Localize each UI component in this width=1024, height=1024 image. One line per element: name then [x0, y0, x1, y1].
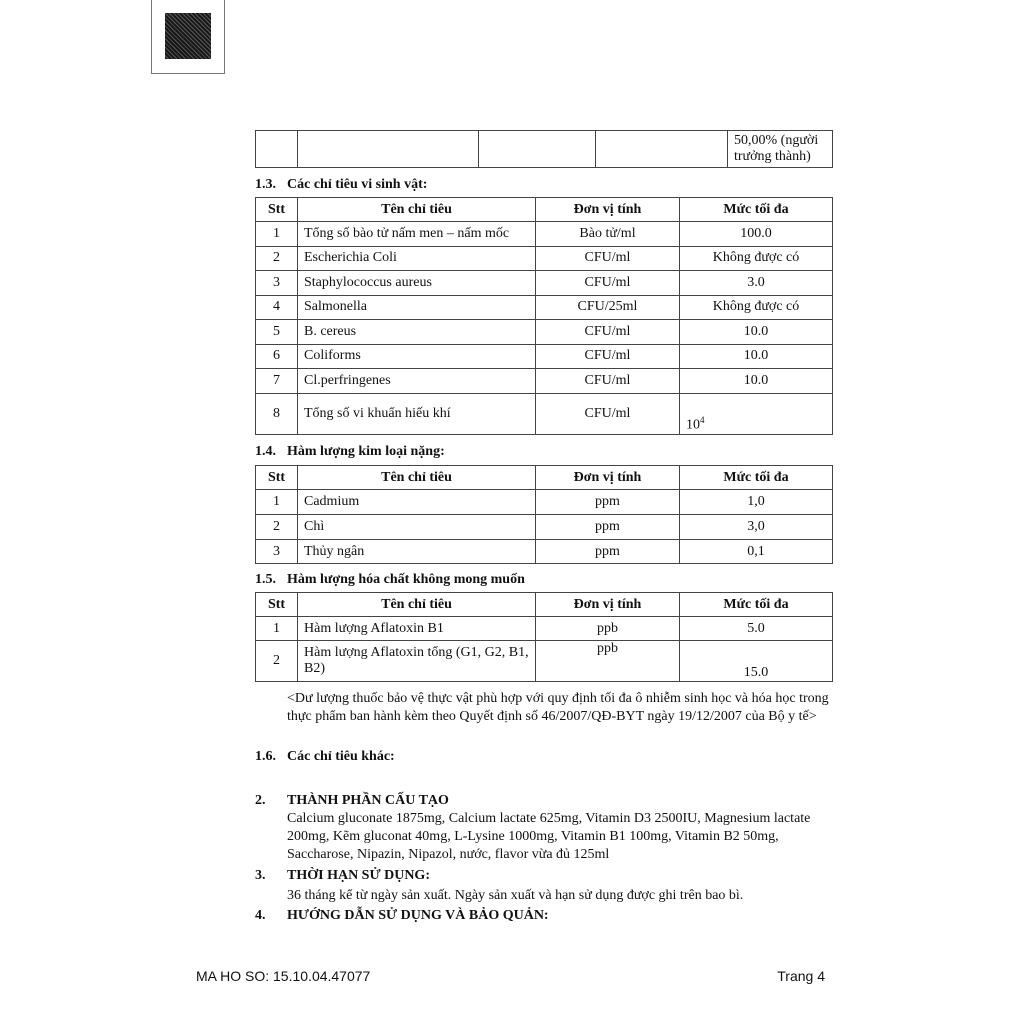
column-header: Stt — [256, 593, 298, 617]
table-row — [256, 617, 833, 641]
column-header: Đơn vị tính — [536, 466, 680, 490]
name-cell: B. cereus — [298, 320, 536, 345]
name-cell: Chì — [298, 515, 536, 540]
table-row — [256, 369, 833, 394]
max-cell: 100.0 — [680, 222, 833, 247]
name-cell: Hàm lượng Aflatoxin tổng (G1, G2, B1, B2) — [298, 641, 536, 682]
cell-value: 50,00% (người trưởng thành) — [728, 131, 833, 168]
unit-cell: ppb — [536, 641, 680, 682]
pesticide-note: <Dư lượng thuốc bảo vệ thực vật phù hợp với quy định tối đa ô nhiễm sinh học và hóa học trong thực phẩm ban hành kèm theo Quyết định số 46/2007/QĐ-BYT ngày 19/12/2007 của Bộ y tế> — [287, 691, 829, 724]
table-row — [256, 540, 833, 564]
table-row — [256, 222, 833, 247]
section-1-3-heading: 1.3. Các chỉ tiêu vi sinh vật: — [255, 177, 428, 192]
unit-cell: CFU/ml — [536, 393, 680, 434]
section-1-5-heading: 1.5. Hàm lượng hóa chất không mong muốn — [255, 572, 525, 587]
max-exponent: 4 — [700, 414, 705, 425]
name-cell: Escherichia Coli — [298, 246, 536, 271]
stt-cell: 1 — [256, 617, 298, 641]
stt-cell: 4 — [256, 295, 298, 320]
table-row — [256, 490, 833, 515]
table-row — [256, 344, 833, 369]
max-cell: Không được có — [680, 246, 833, 271]
composition-text: Calcium gluconate 1875mg, Calcium lactate 625mg, Vitamin D3 2500IU, Magnesium lactate 200mg, Kẽm gluconat 40mg, L-Lysine 1000mg, Vitamin B1 100mg, Vitamin B2 50mg, Saccharose, Nipazin, Nipazol, nước, flavor vừa đủ 125ml — [287, 811, 811, 862]
unit-cell: CFU/ml — [536, 369, 680, 394]
column-header: Mức tối đa — [680, 466, 833, 490]
max-cell: 15.0 — [680, 641, 833, 682]
stt-cell: 2 — [256, 515, 298, 540]
table-row — [256, 271, 833, 296]
table-row — [256, 295, 833, 320]
microbial-table — [255, 197, 833, 435]
unit-cell: CFU/ml — [536, 344, 680, 369]
unit-cell: ppm — [536, 490, 680, 515]
column-header: Tên chỉ tiêu — [298, 198, 536, 222]
section-2-heading: 2. THÀNH PHẦN CẤU TẠO — [255, 793, 449, 808]
max-cell: 10.0 — [680, 344, 833, 369]
dossier-number: MA HO SO: 15.10.04.47077 — [196, 968, 371, 984]
stt-cell: 6 — [256, 344, 298, 369]
name-cell: Hàm lượng Aflatoxin B1 — [298, 617, 536, 641]
max-base: 10 — [686, 417, 700, 433]
max-cell: 3,0 — [680, 515, 833, 540]
name-cell: Salmonella — [298, 295, 536, 320]
table-row — [256, 641, 833, 682]
table-row — [256, 393, 833, 434]
section-1-6-heading: 1.6. Các chỉ tiêu khác: — [255, 749, 395, 764]
chemical-table — [255, 592, 833, 682]
stt-cell: 3 — [256, 271, 298, 296]
unit-cell: CFU/ml — [536, 320, 680, 345]
stt-cell: 7 — [256, 369, 298, 394]
max-cell: 10.0 — [680, 320, 833, 345]
unit-cell: CFU/ml — [536, 271, 680, 296]
continued-table — [255, 130, 833, 168]
column-header: Đơn vị tính — [536, 198, 680, 222]
name-cell: Cl.perfringenes — [298, 369, 536, 394]
column-header: Stt — [256, 198, 298, 222]
stt-cell: 2 — [256, 246, 298, 271]
qr-code — [151, 0, 225, 74]
name-cell: Cadmium — [298, 490, 536, 515]
max-cell: 0,1 — [680, 540, 833, 564]
stt-cell: 3 — [256, 540, 298, 564]
heavy-metal-table — [255, 465, 833, 564]
max-cell: 5.0 — [680, 617, 833, 641]
stt-cell: 1 — [256, 490, 298, 515]
stt-cell: 5 — [256, 320, 298, 345]
unit-cell: Bào tử/ml — [536, 222, 680, 247]
table-row — [256, 246, 833, 271]
max-cell: Không được có — [680, 295, 833, 320]
shelf-life-text: 36 tháng kể từ ngày sản xuất. Ngày sản xuất và hạn sử dụng được ghi trên bao bì. — [287, 888, 744, 903]
column-header: Mức tối đa — [680, 593, 833, 617]
name-cell: Coliforms — [298, 344, 536, 369]
column-header: Tên chỉ tiêu — [298, 466, 536, 490]
page-number: Trang 4 — [777, 968, 825, 984]
max-cell: 3.0 — [680, 271, 833, 296]
qr-pattern — [165, 13, 211, 59]
unit-cell: ppb — [536, 617, 680, 641]
column-header: Đơn vị tính — [536, 593, 680, 617]
column-header: Tên chỉ tiêu — [298, 593, 536, 617]
section-1-4-heading: 1.4. Hàm lượng kim loại nặng: — [255, 444, 445, 459]
unit-cell: CFU/25ml — [536, 295, 680, 320]
column-header: Mức tối đa — [680, 198, 833, 222]
unit-cell: ppm — [536, 515, 680, 540]
unit-cell: CFU/ml — [536, 246, 680, 271]
max-cell: 10.0 — [680, 369, 833, 394]
stt-cell: 8 — [256, 393, 298, 434]
table-row — [256, 515, 833, 540]
name-cell: Staphylococcus aureus — [298, 271, 536, 296]
name-cell: Tổng số vi khuẩn hiếu khí — [298, 393, 536, 434]
column-header: Stt — [256, 466, 298, 490]
section-4-heading: 4. HƯỚNG DẪN SỬ DỤNG VÀ BẢO QUẢN: — [255, 908, 549, 923]
stt-cell: 1 — [256, 222, 298, 247]
unit-cell: ppm — [536, 540, 680, 564]
max-cell — [680, 393, 833, 434]
name-cell: Tổng số bào tử nấm men – nấm mốc — [298, 222, 536, 247]
table-row — [256, 320, 833, 345]
name-cell: Thủy ngân — [298, 540, 536, 564]
stt-cell: 2 — [256, 641, 298, 682]
section-3-heading: 3. THỜI HẠN SỬ DỤNG: — [255, 868, 430, 883]
max-cell: 1,0 — [680, 490, 833, 515]
